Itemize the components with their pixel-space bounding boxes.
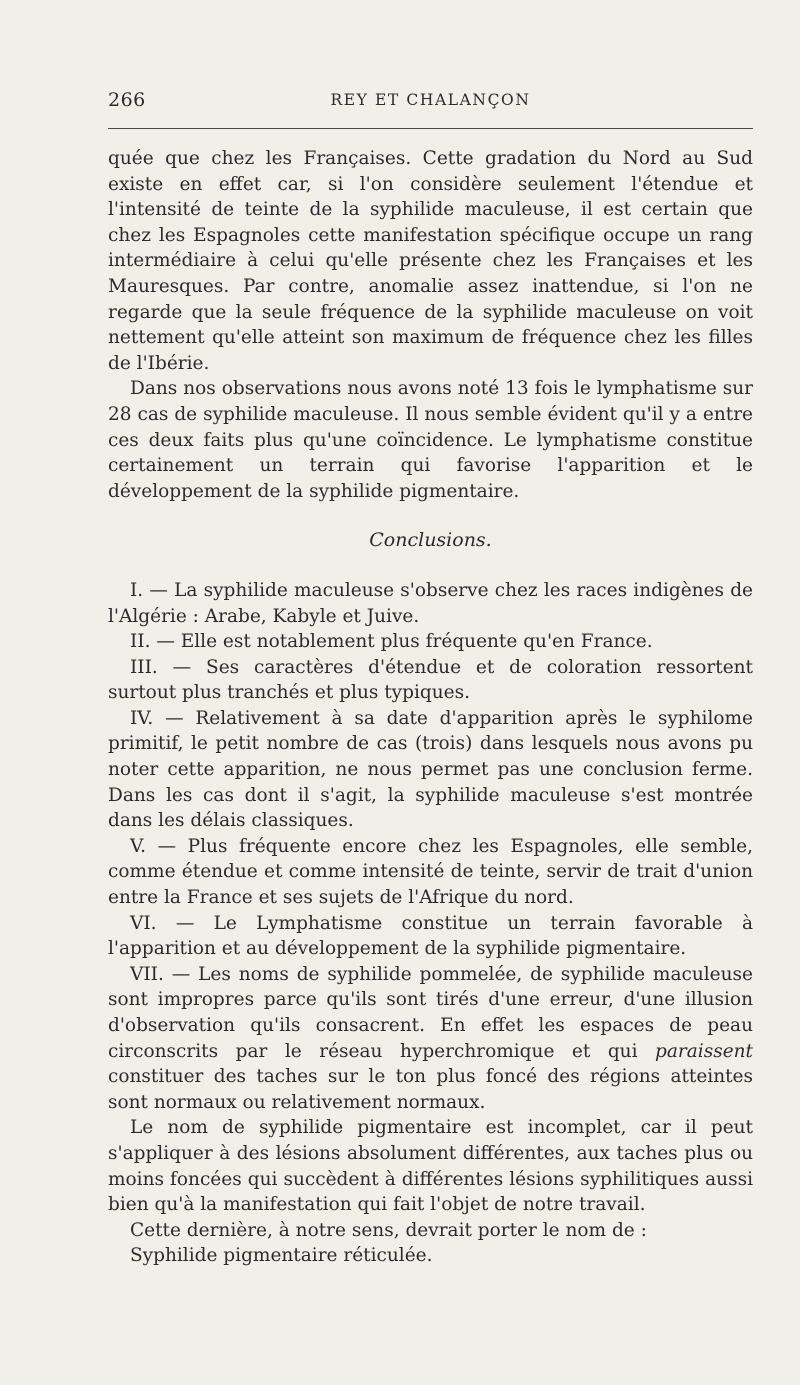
conclusion-10: Syphilide pigmentaire réticulée. xyxy=(130,1245,433,1267)
section-heading-conclusions: Conclusions. xyxy=(369,529,492,552)
conclusion-7-text-before: VII. — Les noms de syphilide pommelée, de syphilide maculeuse sont impropres parce qu'ils sont tirés d'une erreur, d'une illusion d'observation qu'ils consacrent. En effet les espaces de peau circonscrits par le réseau hyperchromique et qui xyxy=(108,963,753,1062)
header-rule xyxy=(108,128,753,129)
conclusion-1: I. — La syphilide maculeuse s'observe chez les races indigènes de l'Algérie : Arabe, Kabyle et Juive. xyxy=(108,579,753,627)
conclusion-2: II. — Elle est notablement plus fréquente qu'en France. xyxy=(130,631,653,653)
paragraph-lymphatisme: Dans nos observations nous avons noté 13 fois le lymphatisme sur 28 cas de syphilide maculeuse. Il nous semble évident qu'il y a entre ces deux faits plus qu'une coïncidence. Le lymphatisme constitue certainement un terrain qui favorise l'apparition et le développement de la syphilide pigmentaire. xyxy=(108,378,753,502)
conclusion-6: VI. — Le Lymphatisme constitue un terrain favorable à l'apparition et au développement de la syphilide pigmentaire. xyxy=(108,912,753,960)
conclusion-9: Cette dernière, à notre sens, devrait porter le nom de : xyxy=(130,1219,647,1241)
conclusion-8: Le nom de syphilide pigmentaire est incomplet, car il peut s'appliquer à des lésions absolument différentes, aux taches plus ou moins foncées qui succèdent à différentes lésions syphilitiques aussi bien qu'à la manifestation qui fait l'objet de notre travail. xyxy=(108,1117,753,1216)
conclusion-4: IV. — Relativement à sa date d'apparition après le syphilome primitif, le petit nombre de cas (trois) dans lesquels nous avons pu noter cette apparition, ne nous permet pas une conclusion ferme. Dans les cas dont il s'agit, la syphilide maculeuse s'est montrée dans les délais classiques. xyxy=(108,707,753,832)
page-number: 266 xyxy=(108,89,146,111)
conclusion-3: III. — Ses caractères d'étendue et de coloration ressortent surtout plus tranchés et plus typiques. xyxy=(108,656,753,704)
running-title: REY ET CHALANÇON xyxy=(330,91,531,109)
paragraph-continuation: quée que chez les Françaises. Cette gradation du Nord au Sud existe en effet car, si l'on considère seulement l'étendue et l'intensité de teinte de la syphilide maculeuse, il est certain que chez les Espagnoles cette manifestation spécifique occupe un rang intermédiaire à celui qu'elle présente chez les Françaises et les Mauresques. Par contre, anomalie assez inattendue, si l'on ne regarde que la seule fréquence de la syphilide maculeuse on voit nettement qu'elle atteint son maximum de fréquence chez les filles de l'Ibérie. xyxy=(108,148,753,374)
body-text xyxy=(108,146,753,1269)
conclusion-5: V. — Plus fréquente encore chez les Espagnoles, elle semble, comme étendue et comme intensité de teinte, servir de trait d'union entre la France et ses sujets de l'Afrique du nord. xyxy=(108,835,753,909)
conclusion-7-text-after: constituer des taches sur le ton plus foncé des régions atteintes sont normaux ou relativement normaux. xyxy=(108,1066,753,1113)
conclusion-7-italic-word: paraissent xyxy=(655,1040,753,1062)
conclusion-7 xyxy=(108,962,753,1116)
page-header xyxy=(108,89,753,117)
